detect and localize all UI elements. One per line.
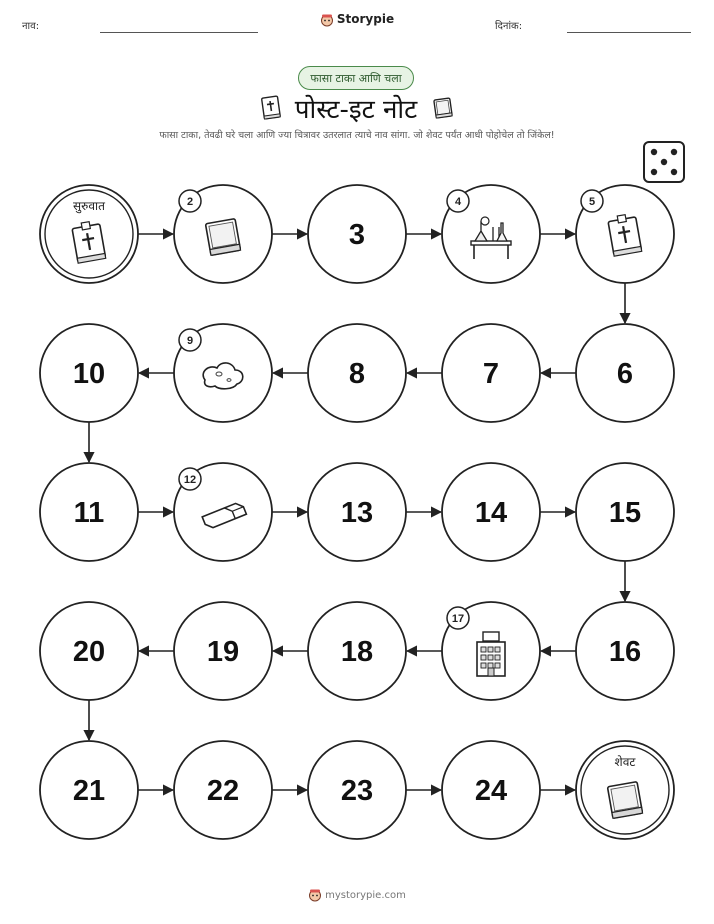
cell-number: 6 bbox=[616, 358, 634, 390]
cell-number: 11 bbox=[73, 497, 105, 529]
board-cell-5 bbox=[576, 185, 674, 283]
cell-number: 12 bbox=[183, 474, 197, 486]
cell-number: 21 bbox=[72, 775, 106, 807]
cell-number: 16 bbox=[608, 636, 642, 668]
cell-number: 4 bbox=[454, 196, 462, 208]
board-cell-21 bbox=[40, 741, 138, 839]
sticky-note-icon bbox=[607, 782, 642, 819]
board-cell-15 bbox=[576, 463, 674, 561]
brand-name: Storypie bbox=[336, 12, 395, 26]
cell-number: 22 bbox=[206, 775, 240, 807]
board-cell-4 bbox=[442, 185, 540, 283]
cell-number: 14 bbox=[474, 497, 508, 529]
board-cell-11 bbox=[40, 463, 138, 561]
board-cell-24 bbox=[442, 741, 540, 839]
dice-icon bbox=[644, 142, 684, 182]
cell-number: 18 bbox=[340, 636, 374, 668]
title-text: पोस्ट-इट नोट bbox=[294, 95, 418, 125]
game-badge: फासा टाका आणि चला bbox=[298, 66, 414, 90]
board-cell-25 bbox=[576, 741, 674, 839]
sticky-note-icon bbox=[205, 219, 240, 256]
end-label: शेवट bbox=[614, 755, 636, 769]
cell-number: 17 bbox=[451, 613, 465, 625]
board-cell-2 bbox=[174, 185, 272, 283]
board-cell-17 bbox=[442, 602, 540, 700]
cell-number: 13 bbox=[340, 497, 374, 529]
board-cell-1 bbox=[40, 185, 138, 283]
cell-number: 2 bbox=[186, 196, 194, 208]
date-label: दिनांक: bbox=[495, 21, 523, 32]
board-cell-8 bbox=[308, 324, 406, 422]
board-cell-20 bbox=[40, 602, 138, 700]
cell-number: 19 bbox=[206, 636, 240, 668]
cell-number: 10 bbox=[72, 358, 106, 390]
board-cell-10 bbox=[40, 324, 138, 422]
cell-number: 20 bbox=[72, 636, 106, 668]
start-label: सुरुवात bbox=[73, 199, 105, 213]
cell-number: 3 bbox=[348, 219, 366, 251]
footer bbox=[0, 888, 714, 902]
board-cell-19 bbox=[174, 602, 272, 700]
cell-number: 5 bbox=[588, 196, 596, 208]
footer-logo-icon bbox=[308, 888, 322, 902]
board-cell-3 bbox=[308, 185, 406, 283]
cell-number: 7 bbox=[482, 358, 500, 390]
board-cell-12 bbox=[174, 463, 272, 561]
name-label: नाव: bbox=[22, 21, 40, 32]
cell-number: 15 bbox=[608, 497, 642, 529]
cell-number: 8 bbox=[348, 358, 366, 390]
cell-number: 23 bbox=[340, 775, 374, 807]
board-cell-22 bbox=[174, 741, 272, 839]
board-cell-18 bbox=[308, 602, 406, 700]
board-cell-14 bbox=[442, 463, 540, 561]
footer-url: mystorypie.com bbox=[325, 890, 406, 901]
cell-number: 24 bbox=[474, 775, 508, 807]
board-cells bbox=[40, 185, 674, 839]
board-cell-13 bbox=[308, 463, 406, 561]
instructions: फासा टाका, तेवढी घरे चला आणि ज्या चित्रावर उतरलात त्याचे नाव सांगा. जो शेवट पर्यंत आधी पोहोचेल तो जिंकेल! bbox=[159, 130, 555, 141]
board-cell-7 bbox=[442, 324, 540, 422]
cell-number: 9 bbox=[186, 335, 194, 347]
board-cell-16 bbox=[576, 602, 674, 700]
board-cell-9 bbox=[174, 324, 272, 422]
board-cell-6 bbox=[576, 324, 674, 422]
board-cell-23 bbox=[308, 741, 406, 839]
